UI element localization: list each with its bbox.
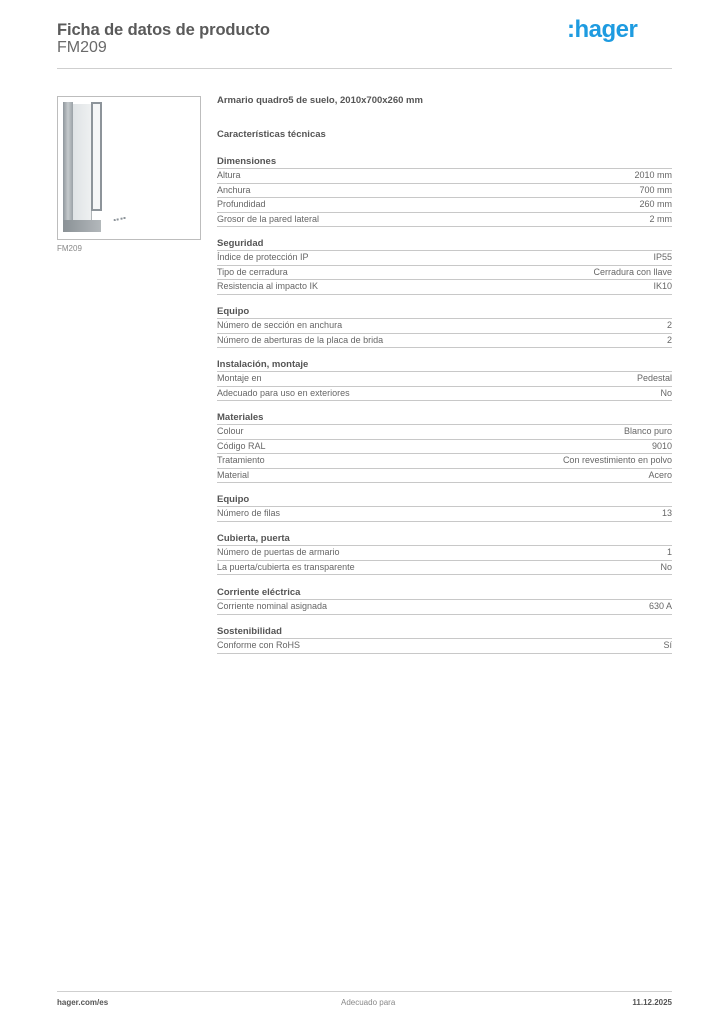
- footer-date: 11.12.2025: [632, 998, 672, 1007]
- spec-label: Código RAL: [217, 440, 266, 451]
- spec-row: [217, 184, 672, 199]
- spec-value: Pedestal: [636, 373, 672, 383]
- spec-group: [217, 493, 672, 522]
- spec-label: Corriente nominal asignada: [217, 601, 328, 611]
- spec-row: [217, 600, 672, 615]
- spec-value: 9010: [651, 440, 672, 451]
- spec-label: Profundidad: [217, 199, 266, 210]
- spec-value: Con revestimiento en polvo: [562, 455, 672, 466]
- spec-row: [217, 387, 672, 402]
- spec-value: 2: [666, 320, 672, 330]
- spec-row: [217, 454, 672, 469]
- header-divider: [57, 68, 672, 69]
- spec-value: 13: [661, 508, 672, 518]
- cabinet-panel-icon: [73, 104, 92, 220]
- spec-row: [217, 639, 672, 654]
- footer-center-text: Adecuado para: [341, 998, 396, 1007]
- spec-row: [217, 169, 672, 184]
- cabinet-plinth-icon: [63, 220, 101, 232]
- spec-value: 2: [666, 334, 672, 345]
- spec-row: [217, 546, 672, 561]
- spec-group: [217, 237, 672, 295]
- spec-group: [217, 625, 672, 654]
- spec-group: [217, 586, 672, 615]
- spec-row: [217, 319, 672, 334]
- section-title: Características técnicas: [217, 129, 326, 140]
- spec-value: 700 mm: [639, 184, 672, 195]
- spec-label: Montaje en: [217, 373, 262, 383]
- spec-label: Resistencia al impacto IK: [217, 281, 319, 292]
- spec-value: Blanco puro: [623, 426, 672, 436]
- spec-row: [217, 280, 672, 295]
- spec-row: [217, 334, 672, 349]
- spec-label: Tipo de cerradura: [217, 266, 288, 277]
- spec-group-title: Dimensiones: [217, 155, 672, 169]
- spec-group-title: Cubierta, puerta: [217, 532, 672, 546]
- spec-value: 630 A: [648, 601, 672, 611]
- document-title: Ficha de datos de producto: [57, 21, 270, 39]
- spec-label: Tratamiento: [217, 455, 265, 466]
- spec-label: Material: [217, 469, 250, 480]
- spec-group: [217, 305, 672, 348]
- spec-row: [217, 507, 672, 522]
- spec-group: [217, 155, 672, 227]
- spec-row: [217, 440, 672, 455]
- spec-label: Colour: [217, 426, 244, 436]
- spec-group-title: Equipo: [217, 493, 672, 507]
- spec-label: Índice de protección IP: [217, 252, 309, 262]
- spec-row: [217, 372, 672, 387]
- spec-label: Grosor de la pared lateral: [217, 213, 320, 224]
- spec-group-title: Instalación, montaje: [217, 358, 672, 372]
- cabinet-side-icon: [63, 102, 73, 220]
- spec-value: No: [660, 561, 672, 572]
- spec-value: No: [660, 387, 672, 398]
- product-name: Armario quadro5 de suelo, 2010x700x260 mm: [217, 95, 423, 106]
- spec-value: Sí: [663, 640, 672, 650]
- spec-label: Adecuado para uso en exteriores: [217, 387, 350, 398]
- footer-website: hager.com/es: [57, 998, 109, 1007]
- spec-label: Altura: [217, 170, 241, 180]
- spec-value: Cerradura con llave: [593, 266, 672, 277]
- spec-value: 2010 mm: [634, 170, 672, 180]
- spec-label: Conforme con RoHS: [217, 640, 301, 650]
- spec-row: [217, 251, 672, 266]
- spec-row: [217, 425, 672, 440]
- image-caption: FM209: [57, 244, 82, 253]
- spec-group-title: Equipo: [217, 305, 672, 319]
- spec-value: 2 mm: [649, 213, 672, 224]
- spec-row: [217, 561, 672, 576]
- spec-row: [217, 198, 672, 213]
- spec-group-title: Materiales: [217, 411, 672, 425]
- spec-value: Acero: [648, 469, 672, 480]
- spec-group-title: Seguridad: [217, 237, 672, 251]
- spec-row: [217, 213, 672, 228]
- cabinet-accessories-icon: [114, 217, 127, 225]
- cabinet-frame-icon: [91, 102, 102, 211]
- spec-value: 1: [666, 547, 672, 557]
- spec-label: Número de sección en anchura: [217, 320, 343, 330]
- spec-value: IP55: [653, 252, 672, 262]
- spec-group-title: Corriente eléctrica: [217, 586, 672, 600]
- spec-label: Número de filas: [217, 508, 281, 518]
- spec-label: Anchura: [217, 184, 251, 195]
- product-code: FM209: [57, 39, 107, 56]
- hager-logo: :hager: [567, 16, 638, 43]
- footer-divider: [57, 991, 672, 992]
- spec-group: [217, 532, 672, 575]
- spec-label: Número de aberturas de la placa de brida: [217, 334, 384, 345]
- spec-group-title: Sostenibilidad: [217, 625, 672, 639]
- spec-group: [217, 411, 672, 483]
- spec-row: [217, 266, 672, 281]
- spec-label: Número de puertas de armario: [217, 547, 340, 557]
- spec-row: [217, 469, 672, 484]
- spec-value: IK10: [653, 281, 672, 292]
- product-image: [57, 96, 201, 240]
- spec-value: 260 mm: [639, 199, 672, 210]
- spec-group: [217, 358, 672, 401]
- spec-label: La puerta/cubierta es transparente: [217, 561, 355, 572]
